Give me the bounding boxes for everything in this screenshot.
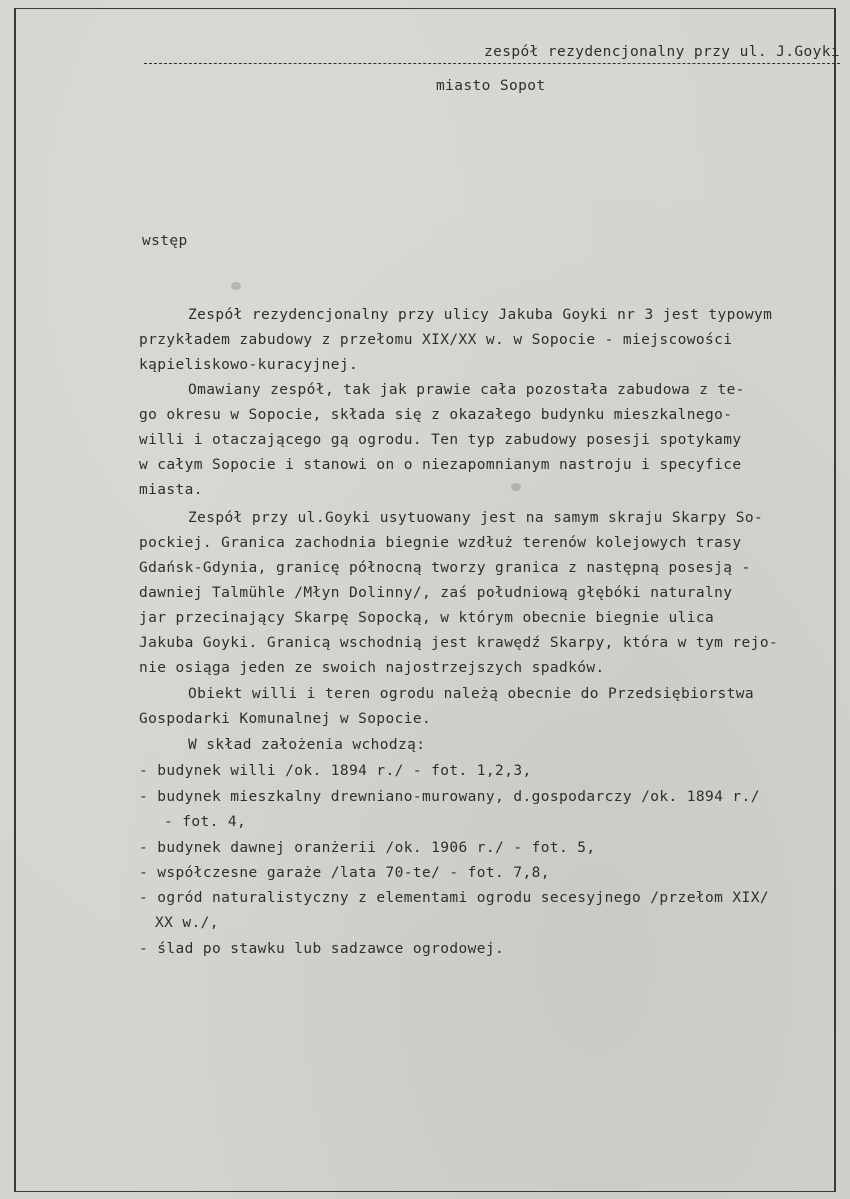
body-line: kąpieliskowo-kuracyjnej. (139, 357, 359, 373)
document-header-title: zespół rezydencjonalny przy ul. J.Goyki (144, 43, 840, 64)
body-line: Gospodarki Komunalnej w Sopocie. (139, 711, 432, 727)
body-line: Zespół rezydencjonalny przy ulicy Jakuba Goyki nr 3 jest typowym (188, 307, 773, 323)
body-line: pockiej. Granica zachodnia biegnie wzdłuż terenów kolejowych trasy (139, 535, 742, 551)
body-line: Gdańsk-Gdynia, granicę północną tworzy granica z następną posesją - (139, 560, 751, 576)
body-line: miasta. (139, 482, 203, 498)
list-item: - ślad po stawku lub sadzawce ogrodowej. (139, 941, 505, 957)
body-line: Obiekt willi i teren ogrodu należą obecnie do Przedsiębiorstwa (188, 686, 755, 702)
body-line: willi i otaczającego gą ogrodu. Ten typ zabudowy posesji spotykamy (139, 432, 742, 448)
bottom-border-line (14, 1191, 836, 1192)
list-item-continuation: - fot. 4, (164, 814, 247, 830)
list-item: - budynek mieszkalny drewniano-murowany, d.gospodarczy /ok. 1894 r./ (139, 789, 760, 805)
body-line: przykładem zabudowy z przełomu XIX/XX w. w Sopocie - miejscowości (139, 332, 733, 348)
body-line: go okresu w Sopocie, składa się z okazałego budynku mieszkalnego- (139, 407, 733, 423)
list-item: - ogród naturalistyczny z elementami ogrodu secesyjnego /przełom XIX/ (139, 890, 769, 906)
list-item-continuation: XX w./, (155, 915, 219, 931)
body-line: dawniej Talmühle /Młyn Dolinny/, zaś południową głębóki naturalny (139, 585, 733, 601)
right-border-line (834, 8, 836, 1192)
document-header-subtitle: miasto Sopot (436, 78, 546, 94)
list-item: - współczesne garaże /lata 70-te/ - fot. 7,8, (139, 865, 550, 881)
body-line: W skład założenia wchodzą: (188, 737, 426, 753)
section-heading: wstęp (142, 233, 188, 249)
list-item: - budynek dawnej oranżerii /ok. 1906 r./ - fot. 5, (139, 840, 596, 856)
body-line: nie osiąga jeden ze swoich najostrzejszych spadków. (139, 660, 605, 676)
body-line: Zespół przy ul.Goyki usytuowany jest na samym skraju Skarpy So- (188, 510, 764, 526)
paper-stain-mark (231, 282, 241, 290)
body-line: Omawiany zespół, tak jak prawie cała pozostała zabudowa z te- (188, 382, 745, 398)
left-border-line (14, 8, 16, 1192)
paper-stain-mark (511, 483, 521, 491)
list-item: - budynek willi /ok. 1894 r./ - fot. 1,2,3, (139, 763, 532, 779)
body-line: w całym Sopocie i stanowi on o niezapomnianym nastroju i specyfice (139, 457, 742, 473)
top-border-line (14, 8, 836, 9)
body-line: jar przecinający Skarpę Sopocką, w którym obecnie biegnie ulica (139, 610, 715, 626)
body-line: Jakuba Goyki. Granicą wschodnią jest krawędź Skarpy, która w tym rejo- (139, 635, 779, 651)
